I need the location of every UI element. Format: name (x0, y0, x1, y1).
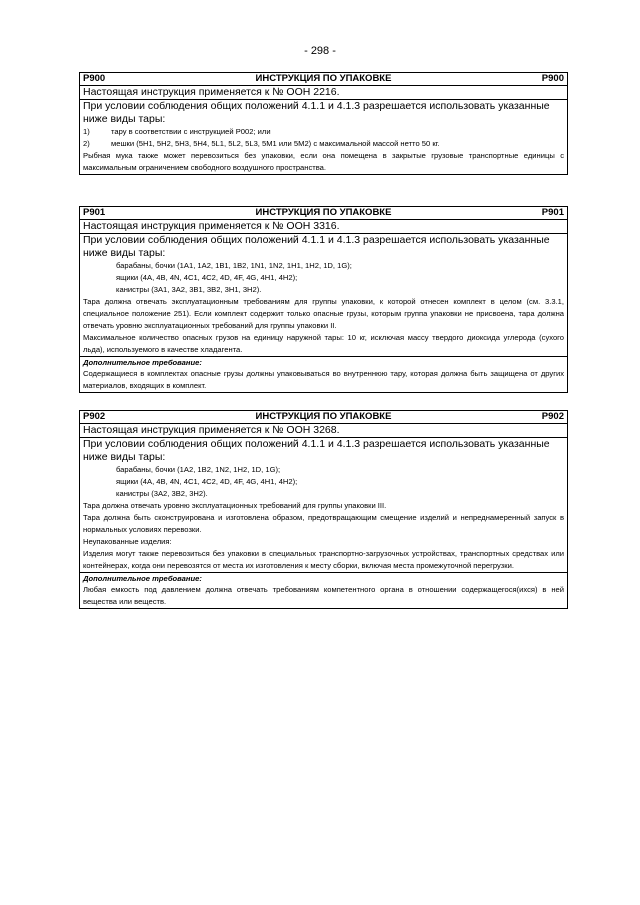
body-text: Неупакованные изделия: (83, 537, 172, 546)
instruction-code-left: P902 (83, 411, 106, 422)
instruction-p902 (79, 410, 568, 609)
list-item (83, 126, 564, 138)
packaging-item: ящики (4A, 4B, 4N, 4C1, 4C2, 4D, 4F, 4G, 4H1, 4H2); (116, 477, 298, 486)
body-text: Тара должна отвечать уровню эксплуатационных требований для группы упаковки III. (83, 501, 387, 510)
conditions-text: При условии соблюдения общих положений 4.1.1 и 4.1.3 разрешается использовать указанные ниже виды тары: (83, 100, 550, 125)
note-text: Рыбная мука также может перевозиться без упаковки, если она помещена в закрытые грузовые транспортные единицы с максимальным ограничением свободного воздушного пространства. (83, 151, 564, 172)
list-item-number: 2) (83, 139, 90, 148)
additional-title: Дополнительное требование: (83, 358, 202, 367)
body-text: Тара должна быть сконструирована и изготовлена образом, предотвращающим смещение изделий и непреднамеренный запуск в нормальных условиях перевозки. (83, 513, 564, 534)
applies-to: Настоящая инструкция применяется к № ООН 3316. (80, 220, 567, 234)
body-text: Тара должна отвечать эксплуатационным требованиям для группы упаковки, к которой отнесен комплект в целом (см. 3.3.1, специальное положение 251). Если комплект содержит только опасные грузы, которым группа упаковки не присвоена, тара должна отвечать уровню эксплуатационных требований для группы упаковки II. (83, 297, 564, 330)
additional-requirement (80, 357, 567, 392)
packaging-item: канистры (3A1, 3A2, 3B1, 3B2, 3H1, 3H2). (116, 285, 262, 294)
packaging-item: барабаны, бочки (1A1, 1A2, 1B1, 1B2, 1N1, 1N2, 1H1, 1H2, 1D, 1G); (116, 261, 352, 270)
body-text: Максимальное количество опасных грузов на единицу наружной тары: 10 кг, исключая массу твердого диоксида углерода (сухого льда), используемого в качестве хладагента. (83, 333, 564, 354)
conditions-text: При условии соблюдения общих положений 4.1.1 и 4.1.3 разрешается использовать указанные ниже виды тары: (83, 234, 550, 259)
instruction-header (80, 411, 567, 424)
list-item (83, 138, 564, 150)
packaging-item: барабаны, бочки (1A2, 1B2, 1N2, 1H2, 1D, 1G); (116, 465, 281, 474)
additional-text: Любая емкость под давлением должна отвечать требованиям компетентного органа в отношении содержащегося(ихся) в ней вещества или веществ. (83, 585, 564, 606)
packaging-item: канистры (3A2, 3B2, 3H2). (116, 489, 208, 498)
list-item-text: мешки (5H1, 5H2, 5H3, 5H4, 5L1, 5L2, 5L3, 5M1 или 5M2) с максимальной массой нетто 50 кг. (111, 139, 440, 148)
applies-to: Настоящая инструкция применяется к № ООН 2216. (80, 86, 567, 100)
list-item-text: тару в соответствии с инструкцией P002; или (111, 127, 271, 136)
additional-title: Дополнительное требование: (83, 574, 202, 583)
applies-to: Настоящая инструкция применяется к № ООН 3268. (80, 424, 567, 438)
instruction-title: ИНСТРУКЦИЯ ПО УПАКОВКЕ (255, 207, 392, 218)
instruction-code-left: P901 (83, 207, 106, 218)
instruction-title: ИНСТРУКЦИЯ ПО УПАКОВКЕ (255, 73, 392, 84)
additional-text: Содержащиеся в комплектах опасные грузы должны упаковываться во внутреннюю тару, которая должна быть защищена от других материалов, входящих в комплект. (83, 369, 564, 390)
instruction-p901 (79, 206, 568, 393)
instruction-header (80, 207, 567, 220)
conditions-block (80, 234, 567, 357)
instruction-title: ИНСТРУКЦИЯ ПО УПАКОВКЕ (255, 411, 392, 422)
body-text: Изделия могут также перевозиться без упаковки в специальных транспортно-загрузочных устройствах, транспортных средствах или контейнерах, когда они перевозятся от места их изготовления к месту сборки, включая места промежуточной перегрузки. (83, 549, 564, 570)
instruction-code-right: P900 (541, 73, 564, 84)
conditions-block (80, 438, 567, 573)
conditions-block (80, 100, 567, 174)
packaging-item: ящики (4A, 4B, 4N, 4C1, 4C2, 4D, 4F, 4G, 4H1, 4H2); (116, 273, 298, 282)
instruction-p900 (79, 72, 568, 175)
page-number: - 298 - (304, 45, 336, 57)
instruction-header (80, 73, 567, 86)
instruction-code-right: P901 (541, 207, 564, 218)
additional-requirement (80, 573, 567, 608)
conditions-text: При условии соблюдения общих положений 4.1.1 и 4.1.3 разрешается использовать указанные ниже виды тары: (83, 438, 550, 463)
instruction-code-left: P900 (83, 73, 106, 84)
instruction-code-right: P902 (541, 411, 564, 422)
list-item-number: 1) (83, 127, 90, 136)
